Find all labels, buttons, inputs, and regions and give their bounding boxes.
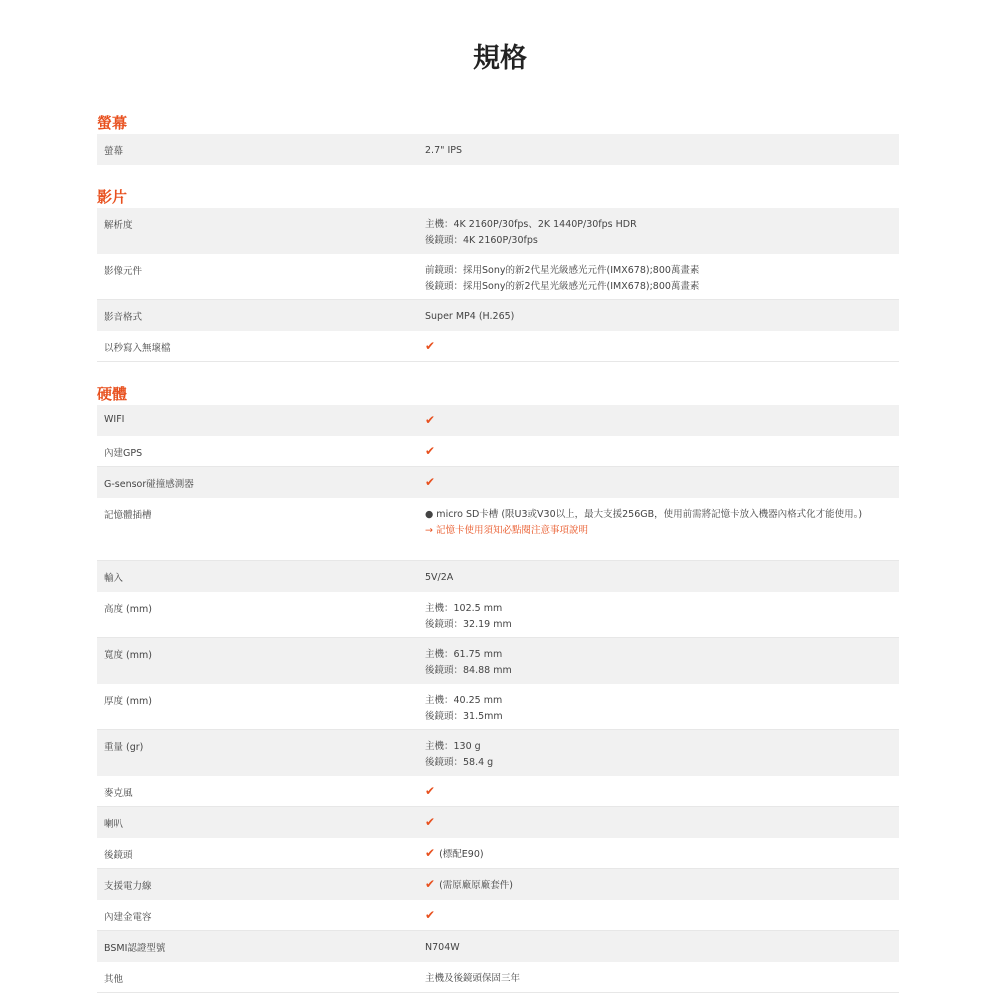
spec-label: 內建GPS <box>104 448 143 459</box>
check-icon: ✔ <box>425 846 436 860</box>
spec-row-supercapacitor <box>97 900 899 931</box>
spec-value <box>425 476 895 492</box>
spec-row-image-sensor <box>97 254 899 300</box>
spec-label: 螢幕 <box>104 146 124 157</box>
spec-row-width <box>97 638 899 684</box>
spec-value <box>425 909 895 925</box>
spec-value <box>425 445 895 461</box>
spec-label: 支援電力線 <box>104 881 152 892</box>
spec-note: (標配E90) <box>439 849 484 860</box>
spec-row-resolution <box>97 208 899 254</box>
check-icon: ✔ <box>425 815 436 829</box>
spec-value: 主機：102.5 mm 後鏡頭：32.19 mm <box>425 603 512 630</box>
spec-value <box>425 878 895 894</box>
check-icon: ✔ <box>425 413 436 427</box>
check-icon: ✔ <box>425 784 436 798</box>
spec-row-input <box>97 561 899 592</box>
spec-row-video-format <box>97 300 899 331</box>
spec-row-thickness <box>97 684 899 730</box>
check-icon: ✔ <box>425 339 436 353</box>
spec-label: 以秒寫入無壞檔 <box>104 343 171 354</box>
spec-row-rear-camera <box>97 838 899 869</box>
spec-row-instant-write <box>97 331 899 362</box>
spec-value: Super MP4 (H.265) <box>425 311 515 322</box>
section-title-screen: 螢幕 <box>97 114 128 132</box>
memory-card-notice-link[interactable]: → 記憶卡使用須知必點閱注意事項說明 <box>425 525 588 536</box>
spec-label: WIFI <box>104 414 125 425</box>
spec-value <box>425 816 895 832</box>
spec-note: (需原廠原廠套件) <box>439 880 513 891</box>
spec-label: BSMI認證型號 <box>104 943 166 954</box>
spec-value: 2.7" IPS <box>425 145 463 156</box>
spec-label: 後鏡頭 <box>104 850 133 861</box>
section-title-video: 影片 <box>97 188 128 206</box>
page-title: 規格 <box>473 43 527 74</box>
spec-value: 主機：61.75 mm 後鏡頭：84.88 mm <box>425 649 512 676</box>
spec-row-height <box>97 592 899 638</box>
check-icon: ✔ <box>425 877 436 891</box>
section-title-hardware: 硬體 <box>97 385 128 403</box>
spec-label: 高度 (mm) <box>104 604 152 615</box>
check-icon: ✔ <box>425 475 436 489</box>
spec-label: 記憶體插槽 <box>104 510 152 521</box>
spec-label: 其他 <box>104 974 124 985</box>
spec-value <box>425 414 895 430</box>
spec-row-screen <box>97 134 899 165</box>
spec-row-power-cable <box>97 869 899 900</box>
check-icon: ✔ <box>425 908 436 922</box>
spec-value: ● micro SD卡槽 (限U3或V30以上，最大支援256GB，使用前需將記憶卡放入機器內格式化才能使用。) → 記憶卡使用須知必點閱注意事項說明 <box>425 507 895 539</box>
spec-label: 影像元件 <box>104 266 143 277</box>
spec-value: 前鏡頭：採用Sony的新2代星光級感光元件(IMX678);800萬畫素 後鏡頭：採用Sony的新2代星光級感光元件(IMX678);800萬畫素 <box>425 265 700 292</box>
spec-value: 主機：4K 2160P/30fps、2K 1440P/30fps HDR 後鏡頭：4K 2160P/30fps <box>425 219 637 246</box>
spec-label: 喇叭 <box>104 819 124 830</box>
spec-row-weight <box>97 730 899 776</box>
spec-value <box>425 340 895 356</box>
spec-label: 厚度 (mm) <box>104 696 152 707</box>
spec-label: 寬度 (mm) <box>104 650 152 661</box>
spec-value <box>425 785 895 801</box>
spec-row-wifi <box>97 405 899 436</box>
spec-label: 解析度 <box>104 220 133 231</box>
spec-value <box>425 847 895 863</box>
spec-value: 主機：130 g 後鏡頭：58.4 g <box>425 741 494 768</box>
spec-row-speaker <box>97 807 899 838</box>
spec-value: 主機：40.25 mm 後鏡頭：31.5mm <box>425 695 503 722</box>
spec-value: 5V/2A <box>425 572 454 583</box>
spec-row-other <box>97 962 899 993</box>
spec-label: 輸入 <box>104 573 124 584</box>
spec-label: G-sensor碰撞感測器 <box>104 479 194 490</box>
spec-row-gps <box>97 436 899 467</box>
spec-label: 麥克風 <box>104 788 133 799</box>
check-icon: ✔ <box>425 444 436 458</box>
spec-label: 內建金電容 <box>104 912 152 923</box>
spec-row-gsensor <box>97 467 899 498</box>
spec-row-memory-slot <box>97 498 899 561</box>
spec-label: 影音格式 <box>104 312 143 323</box>
spec-value: N704W <box>425 942 460 953</box>
spec-value: 主機及後鏡頭保固三年 <box>425 973 521 984</box>
spec-row-bsmi <box>97 931 899 962</box>
spec-label: 重量 (gr) <box>104 742 144 753</box>
spec-row-microphone <box>97 776 899 807</box>
